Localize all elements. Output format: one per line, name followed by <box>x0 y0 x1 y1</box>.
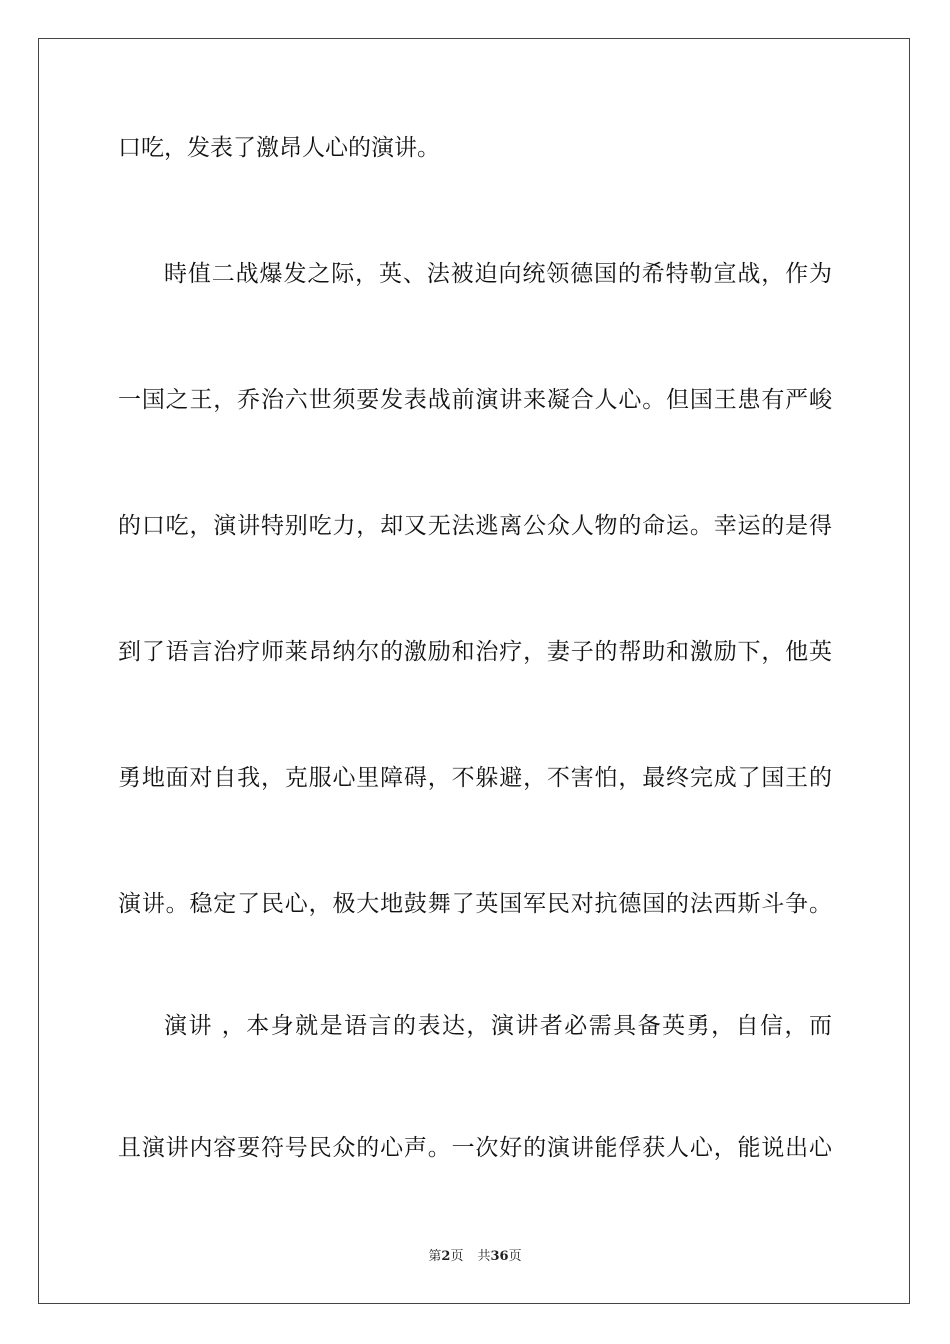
body-line-9: 且演讲内容要符号民众的心声。一次好的演讲能俘获人心，能说出心 <box>118 1135 832 1161</box>
footer-page-suffix: 页 <box>450 1249 464 1264</box>
footer-total-suffix: 页 <box>508 1249 522 1264</box>
page-frame <box>38 38 910 1304</box>
body-line-2: 時值二战爆发之际，英、法被迫向统领德国的希特勒宣战，作为 <box>164 261 832 287</box>
body-line-6: 勇地面对自我，克服心里障碍，不躲避，不害怕，最终完成了国王的 <box>118 765 832 791</box>
footer-total-prefix: 共 <box>477 1249 491 1264</box>
body-line-3: 一国之王，乔治六世须要发表战前演讲来凝合人心。但国王患有严峻 <box>118 387 832 413</box>
footer-total-pages: 36 <box>490 1249 509 1264</box>
body-line-4: 的口吃，演讲特别吃力，却又无法逃离公众人物的命运。幸运的是得 <box>118 513 832 539</box>
body-line-5: 到了语言治疗师莱昂纳尔的激励和治疗，妻子的帮助和激励下，他英 <box>118 639 832 665</box>
footer-page-prefix: 第 <box>428 1249 442 1264</box>
body-line-8: 演讲 ，本身就是语言的表达，演讲者必需具备英勇，自信，而 <box>164 1013 832 1039</box>
footer-page-number: 2 <box>441 1249 451 1264</box>
body-line-7: 演讲。稳定了民心，极大地鼓舞了英国军民对抗德国的法西斯斗争。 <box>118 891 832 917</box>
body-line-1: 口吃，发表了激昂人心的演讲。 <box>118 135 440 161</box>
page-footer <box>0 1249 950 1265</box>
